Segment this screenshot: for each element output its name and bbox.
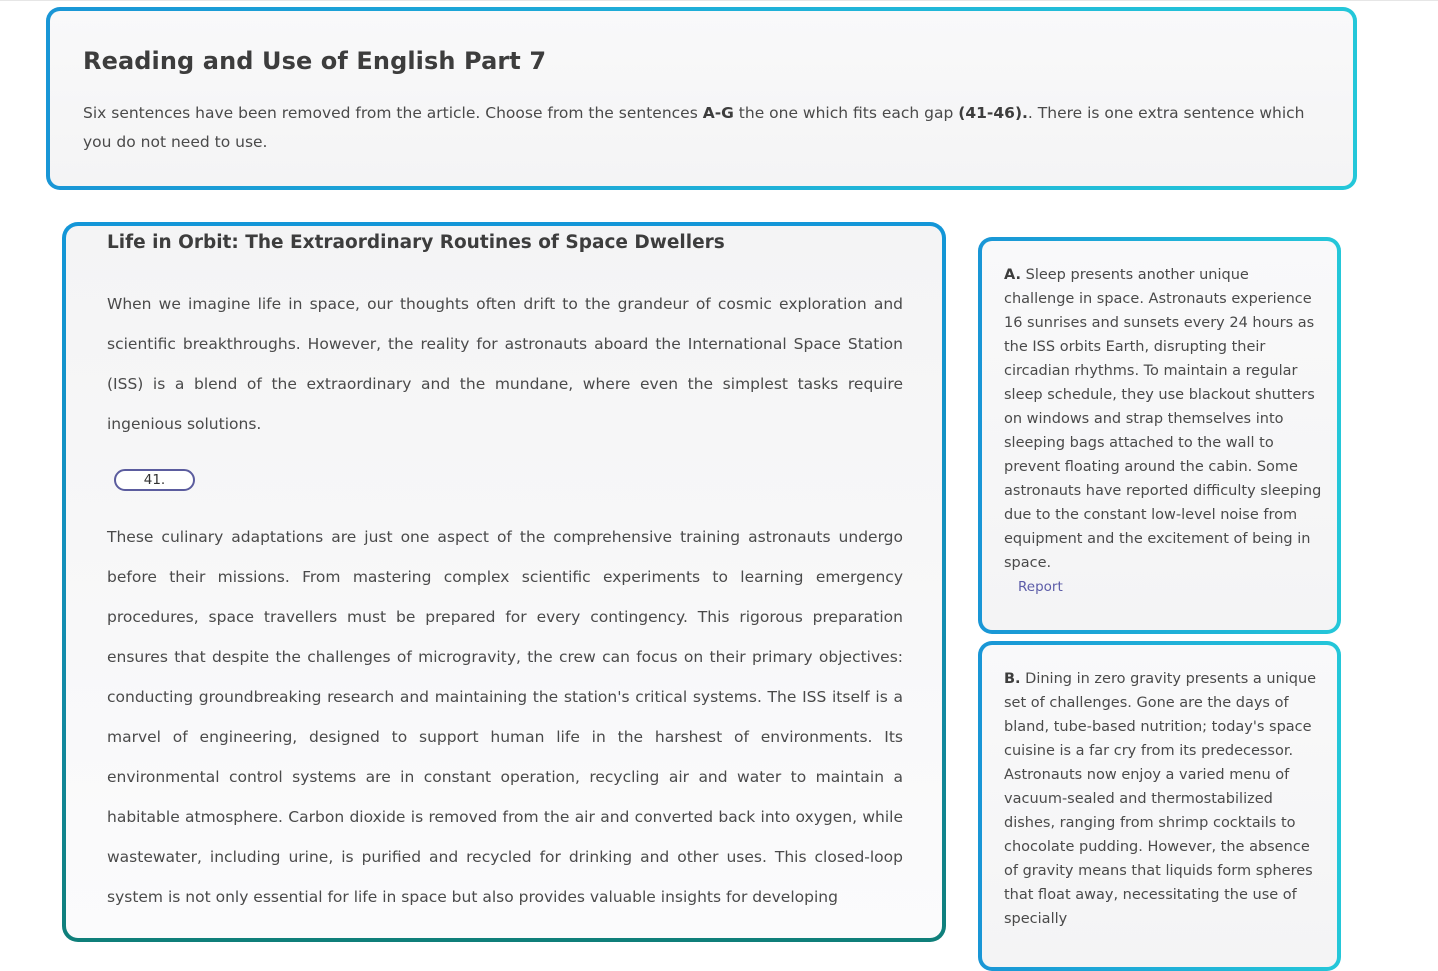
- option-a-letter: A.: [1004, 267, 1021, 283]
- option-b-letter: B.: [1004, 671, 1021, 687]
- option-card-b[interactable]: [978, 641, 1341, 971]
- instructions-text-part-1: Six sentences have been removed from the article. Choose from the sentences: [83, 104, 703, 122]
- gap-41-dropzone[interactable]: 41.: [114, 469, 195, 491]
- article-paragraph-2: These culinary adaptations are just one aspect of the comprehensive training astronauts undergo before their missions. From mastering complex scientific experiments to learning emergency procedures, space travellers must be prepared for every contingency. This rigorous preparation ensures that despite the challenges of microgravity, the crew can focus on their primary objectives: conducting groundbreaking research and maintaining the station's critical systems. The ISS itself is a marvel of engineering, designed to support human life in the harshest of environments. Its environmental control systems are in constant operation, recycling air and water to maintain a habitable atmosphere. Carbon dioxide is removed from the air and converted back into oxygen, while wastewater, including urine, is purified and recycled for drinking and other uses. This closed-loop system is not only essential for life in space but also provides valuable insights for developing: [107, 528, 903, 906]
- option-a-sentence: Sleep presents another unique challenge in space. Astronauts experience 16 sunrises and sunsets every 24 hours as the ISS orbits Earth, disrupting their circadian rhythms. To maintain a regular sleep schedule, they use blackout shutters on windows and strap themselves into sleeping bags attached to the wall to prevent floating around the cabin. Some astronauts have reported difficulty sleeping due to the constant low-level noise from equipment and the excitement of being in space.: [1004, 267, 1322, 571]
- gaps-range: (41-46).: [958, 104, 1028, 122]
- instructions-panel: [46, 7, 1357, 190]
- instructions-text: [83, 99, 1323, 157]
- option-card-a[interactable]: [978, 237, 1341, 634]
- instructions-text-part-2: the one which fits each gap: [733, 104, 959, 122]
- report-link[interactable]: Report: [1018, 579, 1063, 595]
- options-range: A-G: [702, 104, 734, 122]
- option-a-text: [1004, 263, 1322, 575]
- option-b-text: [1004, 667, 1322, 931]
- page-title: Reading and Use of English Part 7: [83, 47, 547, 75]
- top-divider: [0, 0, 1438, 1]
- article-paragraph-1: When we imagine life in space, our thoughts often drift to the grandeur of cosmic exploration and scientific breakthroughs. However, the reality for astronauts aboard the International Space Station (ISS) is a blend of the extraordinary and the mundane, where even the simplest tasks require ingenious solutions.: [107, 295, 903, 433]
- article-panel: [62, 222, 946, 942]
- article-title: Life in Orbit: The Extraordinary Routines of Space Dwellers: [107, 232, 725, 253]
- instructions-text-part-3: . There is one extra sentence which you do not need to use.: [83, 104, 1305, 151]
- option-b-sentence: Dining in zero gravity presents a unique set of challenges. Gone are the days of bland, tube-based nutrition; today's space cuisine is a far cry from its predecessor. Astronauts now enjoy a varied menu of vacuum-sealed and thermostabilized dishes, ranging from shrimp cocktails to chocolate pudding. However, the absence of gravity means that liquids form spheres that float away, necessitating the use of specially: [1004, 671, 1317, 927]
